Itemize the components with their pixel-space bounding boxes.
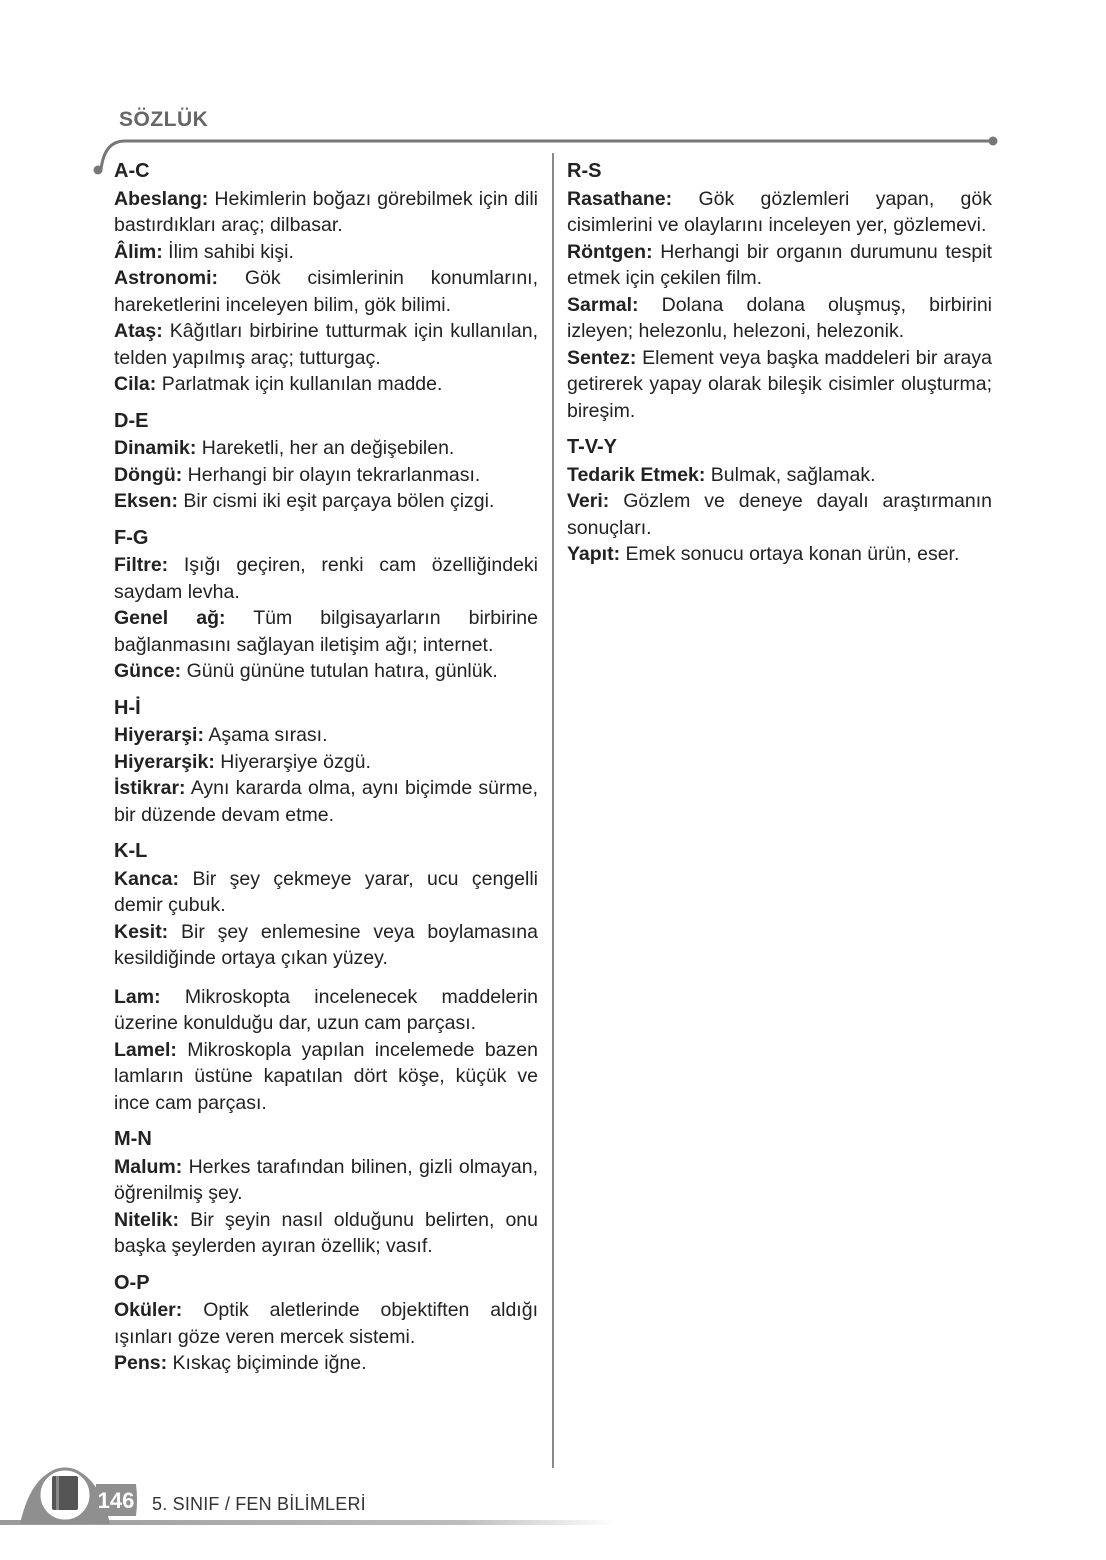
- glossary-section: [567, 158, 992, 424]
- entry-term: Lamel:: [114, 1038, 177, 1061]
- glossary-entry: [114, 722, 538, 749]
- entry-definition: Bir cismi iki eşit parçaya bölen çizgi.: [183, 490, 495, 512]
- entry-definition: Aşama sırası.: [208, 724, 328, 746]
- glossary-entry: [114, 371, 538, 398]
- glossary-section: [114, 695, 538, 829]
- entry-definition: Mikroskopta incelenecek maddelerin üzerine konulduğu dar, uzun cam parçası.: [114, 985, 538, 1034]
- right-column: [567, 158, 992, 578]
- entry-term: Hiyerarşi:: [114, 724, 204, 746]
- section-heading: H-İ: [114, 696, 141, 719]
- glossary-entry: [114, 552, 538, 605]
- page-title: SÖZLÜK: [119, 108, 209, 131]
- glossary-section: [567, 434, 992, 568]
- entry-term: Ataş:: [114, 320, 163, 342]
- page-number: 146: [97, 1488, 135, 1513]
- section-heading: T-V-Y: [567, 436, 618, 458]
- glossary-section: [114, 838, 538, 972]
- glossary-entry: [114, 462, 538, 489]
- glossary-section: [114, 408, 538, 515]
- entry-definition: Dolana dolana oluşmuş, birbirini izleyen; helezonlu, helezoni, helezonik.: [567, 293, 992, 342]
- entry-term: Kesit:: [114, 920, 169, 943]
- glossary-entry: [114, 1350, 538, 1377]
- glossary-entry: [567, 186, 992, 239]
- entry-term: Cila:: [114, 373, 157, 395]
- entry-term: Abeslang:: [114, 187, 209, 210]
- entry-term: Tedarik Etmek:: [567, 463, 706, 486]
- entry-term: Yapıt:: [567, 543, 621, 565]
- glossary-section: [114, 1126, 538, 1260]
- entry-definition: İlim sahibi kişi.: [168, 240, 294, 263]
- entry-definition: Herhangi bir olayın tekrarlanması.: [187, 463, 481, 486]
- entry-definition: Tüm bilgisayarların birbirine bağlanmasını sağlayan iletişim ağı; internet.: [114, 607, 538, 656]
- glossary-entry: [114, 658, 538, 685]
- entry-term: Filtre:: [114, 554, 169, 576]
- glossary-entry: [114, 1297, 538, 1350]
- entry-definition: Parlatmak için kullanılan madde.: [161, 373, 443, 395]
- entry-term: Hiyerarşik:: [114, 750, 215, 773]
- glossary-entry: [114, 866, 538, 919]
- glossary-section: [114, 525, 538, 685]
- entry-term: Âlim:: [114, 240, 163, 263]
- entry-term: Sarmal:: [567, 293, 639, 316]
- entry-definition: Bir şey enlemesine veya boylamasına kesildiğinde ortaya çıkan yüzey.: [114, 920, 538, 969]
- glossary-entry: [567, 345, 992, 425]
- entry-definition: Günü gününe tutulan hatıra, günlük.: [186, 660, 498, 682]
- entry-term: Oküler:: [114, 1299, 183, 1321]
- entry-definition: Hekimlerin boğazı görebilmek için dili bastırdıkları araç; dilbasar.: [114, 187, 538, 236]
- entry-definition: Gök cisimlerinin konumlarını, hareketlerini inceleyen bilim, gök bilimi.: [114, 267, 538, 316]
- entry-term: Sentez:: [567, 346, 637, 369]
- glossary-entry: [114, 919, 538, 972]
- section-heading: O-P: [114, 1271, 150, 1294]
- glossary-entry: [567, 239, 992, 292]
- glossary-entry: [114, 775, 538, 828]
- entry-term: Röntgen:: [567, 240, 653, 263]
- entry-term: Dinamik:: [114, 437, 197, 459]
- glossary-entry: [567, 541, 992, 568]
- entry-term: Pens:: [114, 1352, 168, 1374]
- entry-definition: Bir şeyin nasıl olduğunu belirten, onu başka şeylerden ayıran özellik; vasıf.: [114, 1208, 538, 1257]
- entry-definition: Işığı geçiren, renki cam özelliğindeki saydam levha.: [114, 554, 538, 603]
- entry-term: Nitelik:: [114, 1208, 180, 1231]
- entry-definition: Bir şey çekmeye yarar, ucu çengelli demir çubuk.: [114, 867, 538, 916]
- glossary-entry: [567, 292, 992, 345]
- entry-definition: Herkes tarafından bilinen, gizli olmayan, öğrenilmiş şey.: [114, 1155, 539, 1204]
- entry-definition: Aynı kararda olma, aynı biçimde sürme, bir düzende devam etme.: [114, 777, 539, 826]
- section-heading: A-C: [114, 160, 150, 182]
- glossary-entry: [114, 265, 538, 318]
- glossary-section: [114, 1270, 538, 1377]
- entry-definition: Herhangi bir organın durumunu tespit etmek için çekilen film.: [567, 240, 993, 289]
- entry-definition: Hareketli, her an değişebilen.: [201, 437, 455, 459]
- glossary-entry: [114, 605, 538, 658]
- entry-term: Rasathane:: [567, 187, 673, 210]
- glossary-section: [114, 984, 538, 1117]
- glossary-entry: [567, 462, 992, 489]
- entry-term: İstikrar:: [114, 777, 186, 799]
- glossary-entry: [114, 239, 538, 266]
- left-column: [114, 158, 538, 1387]
- glossary-entry: [114, 186, 538, 239]
- entry-term: Genel ağ:: [114, 607, 226, 629]
- glossary-entry: [114, 318, 538, 371]
- entry-definition: Kâğıtları birbirine tutturmak için kullanılan, telden yapılmış araç; tutturgaç.: [114, 320, 538, 369]
- entry-definition: Gök gözlemleri yapan, gök cisimlerini ve olaylarını inceleyen yer, gözlemevi.: [567, 187, 992, 236]
- entry-definition: Emek sonucu ortaya konan ürün, eser.: [625, 543, 960, 565]
- entry-definition: Optik aletlerinde objektiften aldığı ışınları göze veren mercek sistemi.: [114, 1299, 538, 1348]
- entry-term: Kanca:: [114, 867, 180, 890]
- glossary-section: [114, 158, 538, 398]
- entry-term: Malum:: [114, 1155, 183, 1178]
- glossary-entry: [114, 435, 538, 462]
- entry-term: Astronomi:: [114, 267, 218, 289]
- glossary-entry: [114, 488, 538, 515]
- entry-term: Lam:: [114, 985, 161, 1008]
- entry-definition: Bulmak, sağlamak.: [710, 463, 876, 486]
- section-heading: F-G: [114, 526, 149, 549]
- section-heading: R-S: [567, 160, 602, 182]
- entry-definition: Hiyerarşiye özgü.: [220, 750, 371, 773]
- section-heading: K-L: [114, 840, 148, 862]
- entry-term: Günce:: [114, 660, 182, 682]
- entry-definition: Kıskaç biçiminde iğne.: [172, 1352, 367, 1374]
- entry-term: Eksen:: [114, 490, 178, 512]
- glossary-entry: [114, 984, 538, 1037]
- column-divider: [552, 153, 554, 1468]
- glossary-entry: [114, 1207, 538, 1260]
- entry-definition: Element veya başka maddeleri bir araya getirerek yapay olarak bileşik cisimler oluşturma; bireşim.: [567, 346, 992, 422]
- section-heading: D-E: [114, 409, 149, 432]
- entry-definition: Mikroskopla yapılan incelemede bazen lamların üstüne kapatılan dört köşe, küçük ve ince cam parçası.: [114, 1038, 538, 1114]
- entry-definition: Gözlem ve deneye dayalı araştırmanın sonuçları.: [567, 490, 993, 539]
- glossary-entry: [114, 1154, 538, 1207]
- glossary-entry: [114, 1037, 538, 1117]
- entry-term: Döngü:: [114, 463, 183, 486]
- glossary-entry: [567, 488, 992, 541]
- section-heading: M-N: [114, 1128, 152, 1150]
- footer-subject: 5. SINIF / FEN BİLİMLERİ: [152, 1494, 366, 1514]
- entry-term: Veri:: [567, 490, 610, 512]
- glossary-entry: [114, 749, 538, 776]
